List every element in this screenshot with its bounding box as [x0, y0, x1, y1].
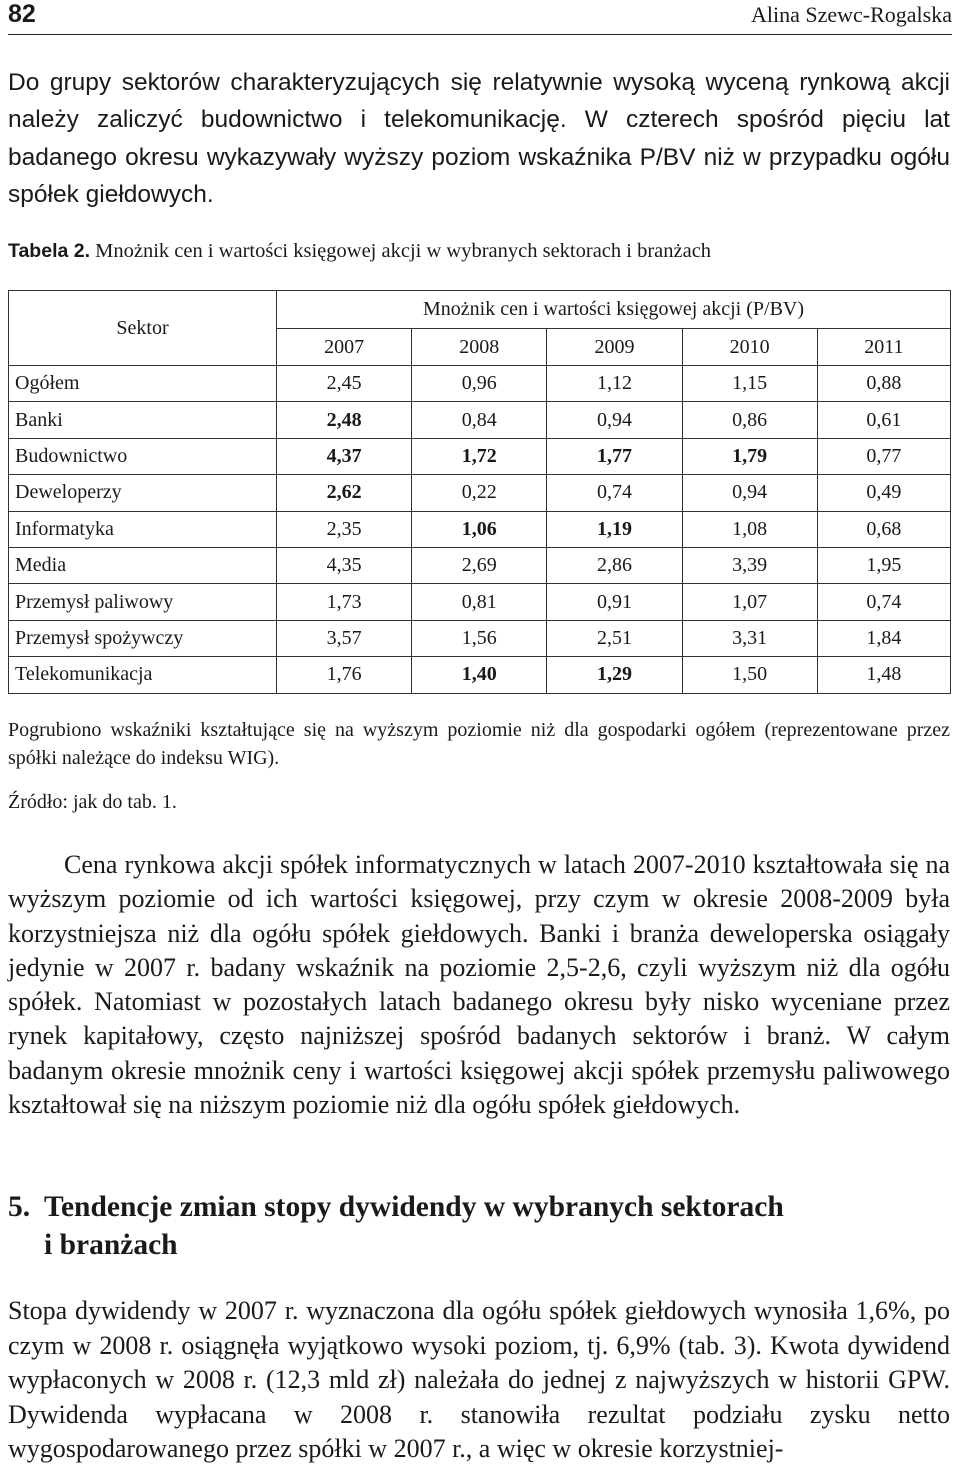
table-body: [9, 366, 951, 694]
pbv-value-cell: 1,07: [682, 584, 817, 620]
pbv-value-cell: 0,22: [412, 475, 547, 511]
pbv-value-cell: 1,84: [817, 620, 950, 656]
table-row: [9, 547, 951, 583]
year-header: 2010: [682, 329, 817, 366]
pbv-value-cell: 1,76: [277, 657, 412, 693]
pbv-value-cell: 1,12: [547, 366, 682, 402]
pbv-table: [8, 290, 951, 694]
sector-name: Przemysł paliwowy: [9, 584, 277, 620]
pbv-value-cell: 1,72: [412, 438, 547, 474]
page-number: 82: [8, 0, 36, 28]
pbv-value-cell: 0,86: [682, 402, 817, 438]
pbv-value-cell: 0,88: [817, 366, 950, 402]
section-heading: [8, 1188, 784, 1264]
page-header: [8, 0, 952, 35]
pbv-value-cell: 4,37: [277, 438, 412, 474]
table-source: Źródło: jak do tab. 1.: [8, 791, 177, 813]
sector-name: Media: [9, 547, 277, 583]
pbv-value-cell: 1,77: [547, 438, 682, 474]
pbv-value-cell: 1,56: [412, 620, 547, 656]
pbv-value-cell: 0,77: [817, 438, 950, 474]
table-row: [9, 438, 951, 474]
pbv-value-cell: 2,35: [277, 511, 412, 547]
body-paragraph: Cena rynkowa akcji spółek informatycznych w latach 2007-2010 kształtowała się na wyższym poziomie od ich wartości księgowej, przy czym w okresie 2008-2009 była korzystniejsza niż dla ogółu spółek giełdowych. Banki i branża deweloperska osiągały jedynie w 2007 r. badany wskaźnik na poziomie 2,5-2,6, czyli wyższym niż dla ogółu spółek. Natomiast w pozostałych latach badanego okresu były nisko wyceniane przez rynek kapitałowy, często najniższej spośród badanych sektorów i branż. W całym badanym okresie mnożnik ceny i wartości księgowej akcji spółek przemysłu paliwowego kształtował się na niższym poziomie niż dla ogółu spółek giełdowych.: [8, 850, 950, 1120]
pbv-value-cell: 3,39: [682, 547, 817, 583]
pbv-value-cell: 1,95: [817, 547, 950, 583]
pbv-value-cell: 2,45: [277, 366, 412, 402]
table-row: [9, 475, 951, 511]
pbv-value-cell: 3,57: [277, 620, 412, 656]
table-caption: [8, 240, 711, 263]
pbv-value-cell: 1,19: [547, 511, 682, 547]
pbv-value-cell: 4,35: [277, 547, 412, 583]
pbv-value-cell: 0,94: [682, 475, 817, 511]
sector-name: Budownictwo: [9, 438, 277, 474]
pbv-value-cell: 0,68: [817, 511, 950, 547]
pbv-value-cell: 1,08: [682, 511, 817, 547]
pbv-value-cell: 2,48: [277, 402, 412, 438]
year-header: 2011: [817, 329, 950, 366]
table-row: [9, 584, 951, 620]
pbv-value-cell: 0,81: [412, 584, 547, 620]
sector-name: Informatyka: [9, 511, 277, 547]
pbv-value-cell: 2,51: [547, 620, 682, 656]
pbv-value-cell: 2,69: [412, 547, 547, 583]
table-row: [9, 366, 951, 402]
running-head-author: Alina Szewc-Rogalska: [751, 2, 952, 27]
pbv-group-header: Mnożnik cen i wartości księgowej akcji (P/BV): [277, 291, 951, 329]
pbv-value-cell: 0,84: [412, 402, 547, 438]
final-paragraph: Stopa dywidendy w 2007 r. wyznaczona dla ogółu spółek giełdowych wynosiła 1,6%, po czym w 2008 r. osiągnęła wyjątkowo wysoki poziom, tj. 6,9% (tab. 3). Kwota dywidend wypłaconych w 2008 r. (12,3 mld zł) należała do jednej z najwyższych w historii GPW. Dywidenda wypłacana w 2008 r. stanowiła rezultat podziału zysku netto wygospodarowanego przez spółki w 2007 r., a więc w okresie korzystniej-: [8, 1296, 950, 1463]
year-header: 2007: [277, 329, 412, 366]
sector-name: Ogółem: [9, 366, 277, 402]
pbv-value-cell: 0,74: [817, 584, 950, 620]
table-row: [9, 657, 951, 693]
pbv-value-cell: 0,94: [547, 402, 682, 438]
sector-name: Telekomunikacja: [9, 657, 277, 693]
pbv-value-cell: 2,62: [277, 475, 412, 511]
table-caption-text: Mnożnik cen i wartości księgowej akcji w wybranych sektorach i branżach: [95, 240, 712, 262]
pbv-value-cell: 0,49: [817, 475, 950, 511]
pbv-value-cell: 1,29: [547, 657, 682, 693]
pbv-value-cell: 3,31: [682, 620, 817, 656]
table-caption-label: Tabela 2.: [8, 240, 91, 262]
section-number: 5.: [8, 1191, 31, 1223]
pbv-value-cell: 0,96: [412, 366, 547, 402]
pbv-value-cell: 1,73: [277, 584, 412, 620]
pbv-value-cell: 1,48: [817, 657, 950, 693]
pbv-value-cell: 0,74: [547, 475, 682, 511]
sector-name: Banki: [9, 402, 277, 438]
sector-name: Deweloperzy: [9, 475, 277, 511]
pbv-value-cell: 0,91: [547, 584, 682, 620]
table-row: [9, 511, 951, 547]
year-header: 2008: [412, 329, 547, 366]
pbv-value-cell: 1,40: [412, 657, 547, 693]
table-note: Pogrubiono wskaźniki kształtujące się na wyższym poziomie niż dla gospodarki ogółem (reprezentowane przez spółki należące do indeksu WIG).: [8, 719, 950, 769]
pbv-value-cell: 1,06: [412, 511, 547, 547]
sector-column-header: Sektor: [9, 291, 277, 366]
pbv-value-cell: 2,86: [547, 547, 682, 583]
section-title-line2: i branżach: [44, 1229, 178, 1261]
pbv-value-cell: 1,50: [682, 657, 817, 693]
pbv-value-cell: 1,15: [682, 366, 817, 402]
pbv-value-cell: 0,61: [817, 402, 950, 438]
table-row: [9, 620, 951, 656]
sector-name: Przemysł spożywczy: [9, 620, 277, 656]
section-title-line1: Tendencje zmian stopy dywidendy w wybranych sektorach: [44, 1191, 784, 1223]
pbv-value-cell: 1,79: [682, 438, 817, 474]
intro-paragraph: Do grupy sektorów charakteryzujących się relatywnie wysoką wyceną rynkową akcji należy zaliczyć budownictwo i telekomunikację. W czterech spośród pięciu lat badanego okresu wykazywały wyższy poziom wskaźnika P/BV niż w przypadku ogółu spółek giełdowych.: [8, 69, 950, 208]
table-row: [9, 402, 951, 438]
year-header: 2009: [547, 329, 682, 366]
